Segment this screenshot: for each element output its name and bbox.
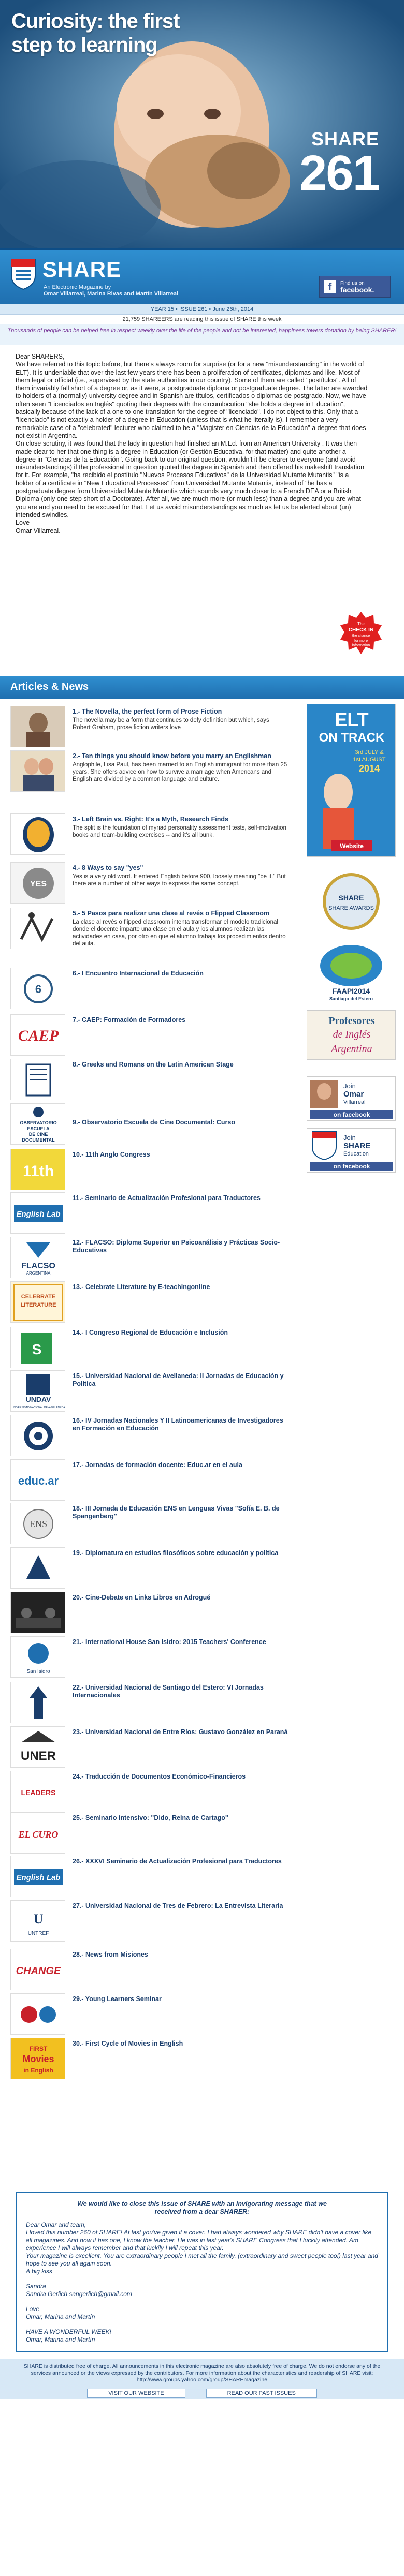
article-title[interactable]: 8.- Greeks and Romans on the Latin American Stage	[73, 1061, 234, 1068]
masthead	[0, 248, 404, 304]
article-title[interactable]: 15.- Universidad Nacional de Avellaneda: II Jornadas de Educación y Política	[73, 1372, 284, 1387]
article-item[interactable]	[10, 1771, 300, 1812]
article-item[interactable]	[10, 1547, 300, 1589]
article-thumbnail	[10, 968, 65, 1009]
tagline-line-2: Omar Villarreal, Marina Rivas and Martín Villarreal	[44, 291, 179, 297]
article-title[interactable]: 24.- Traducción de Documentos Económico-Financieros	[73, 1773, 246, 1780]
facebook-line-1: Find us on	[340, 280, 365, 286]
svg-text:UNIVERSIDAD NACIONAL DE AVELLA: UNIVERSIDAD NACIONAL DE AVELLANEDA	[11, 1406, 65, 1409]
closing-line-9: HAVE A WONDERFUL WEEK!	[26, 2328, 111, 2335]
svg-text:UNDAV: UNDAV	[25, 1395, 51, 1403]
closing-line-5: Sandra	[26, 2283, 46, 2290]
article-item[interactable]	[10, 1812, 300, 1854]
article-title[interactable]: 25.- Seminario intensivo: "Dido, Reina de Cartago"	[73, 1814, 228, 1822]
masthead-brand: SHARE	[42, 257, 122, 282]
article-thumbnail	[10, 1237, 65, 1278]
disclaimer: SHARE is distributed free of charge. All announcements in this electronic magazine are also absolutely free of charge. We do not endorse any of the services announced or the views expressed by the contributors. For more information about the characteristics and readership of SHARE visit: http://www.groups.yahoo.com/group/SHAREmagazine	[0, 2359, 404, 2388]
article-title[interactable]: 23.- Universidad Nacional de Entre Ríos: Gustavo González en Paraná	[73, 1728, 288, 1736]
article-description: The split is the foundation of myriad personality assessment tests, self-motivation books and team-building exercises -- and it's all bunk.	[73, 825, 286, 838]
join-share-graphic	[307, 1129, 396, 1173]
hero-title-line-2: step to learning	[11, 34, 157, 56]
article-thumbnail	[10, 1771, 65, 1812]
facebook-icon: f	[324, 280, 336, 293]
article-title[interactable]: 18.- III Jornada de Educación ENS en Lenguas Vivas "Sofía E. B. de Spangenberg"	[73, 1505, 280, 1520]
article-title[interactable]: 20.- Cine-Debate en Links Libros en Adrogué	[73, 1594, 211, 1601]
facebook-line-2: facebook.	[340, 286, 374, 294]
article-description: Anglophile, Lisa Paul, has been married to an English immigrant for more than 25 years. She offers advice on how to survive a marriage when Americans and English are divided by a common language and culture.	[73, 762, 287, 782]
article-title[interactable]: 28.- News from Misiones	[73, 1951, 148, 1958]
donate-message: Thousands of people can be helped free in respect weekly over the life of the people and not be interested, happiness towers donation by being SHARER!	[0, 324, 404, 345]
closing-line-1: Dear Omar and team,	[26, 2221, 86, 2228]
issue-info-bar: YEAR 15 • ISSUE 261 • June 26th, 2014	[0, 304, 404, 315]
article-title[interactable]: 11.- Seminario de Actualización Profesional para Traductores	[73, 1194, 261, 1202]
article-title[interactable]: 19.- Diplomatura en estudios filosóficos sobre educación y política	[73, 1549, 279, 1557]
svg-text:SHARE: SHARE	[338, 894, 364, 902]
profesores-graphic	[307, 1011, 396, 1060]
hero-issue-number: 261	[299, 145, 379, 201]
article-thumbnail	[10, 1103, 65, 1145]
closing-header	[26, 2200, 378, 2216]
join-omar-line-1: Join	[343, 1082, 356, 1090]
article-thumbnail	[10, 1636, 65, 1678]
article-title[interactable]: 5.- 5 Pasos para realizar una clase al revés o Flipped Classroom	[73, 910, 270, 917]
article-item[interactable]	[10, 1370, 300, 1412]
letter-signature: Omar Villarreal.	[16, 527, 61, 535]
article-item[interactable]	[10, 1327, 300, 1368]
stamp-line-4: for more	[354, 639, 368, 643]
join-omar-facebook[interactable]	[307, 1076, 396, 1121]
editorial-letter	[0, 345, 404, 676]
article-item[interactable]	[10, 1682, 300, 1723]
svg-text:ESCUELA: ESCUELA	[27, 1126, 50, 1131]
join-share-facebook[interactable]	[307, 1128, 396, 1173]
facebook-label	[340, 280, 374, 293]
elt-year: 2014	[358, 763, 380, 774]
awards-label: SHARE AWARDS	[328, 905, 374, 911]
article-thumbnail	[10, 1592, 65, 1633]
letter-greeting: Dear SHARERS,	[16, 353, 65, 360]
article-title[interactable]: 9.- Observatorio Escuela de Cine Documental: Curso	[73, 1119, 235, 1126]
tagline-line-1: An Electronic Magazine by	[44, 284, 111, 290]
article-title[interactable]: 30.- First Cycle of Movies in English	[73, 2040, 183, 2047]
article-item[interactable]	[10, 1415, 300, 1456]
article-title[interactable]: 14.- I Congreso Regional de Educación e Inclusión	[73, 1329, 228, 1336]
article-title[interactable]: 29.- Young Learners Seminar	[73, 1995, 162, 2003]
article-thumbnail	[10, 1682, 65, 1723]
svg-text:UNTREF: UNTREF	[27, 1931, 49, 1936]
hero-issue-badge	[299, 128, 379, 201]
elt-date-1: 3rd JULY &	[355, 749, 384, 756]
join-omar-graphic	[307, 1077, 396, 1121]
past-issues-link[interactable]: READ OUR PAST ISSUES	[206, 2389, 317, 2398]
closing-header-line-2: received from a dear SHARER:	[154, 2208, 250, 2215]
elt-title: ELT	[335, 709, 369, 730]
check-in-stamp-icon[interactable]	[339, 611, 383, 655]
svg-text:FIRST: FIRST	[29, 2045, 48, 2052]
article-title[interactable]: 16.- IV Jornadas Nacionales Y II Latinoamericanas de Investigadores en Formación en Educación	[73, 1417, 283, 1432]
article-thumbnail	[10, 1327, 65, 1368]
share-awards-icon	[307, 869, 396, 934]
join-share-line-3: Education	[343, 1151, 369, 1157]
article-thumbnail	[10, 1812, 65, 1854]
article-item[interactable]	[10, 750, 300, 792]
svg-text:DE CINE: DE CINE	[28, 1132, 48, 1137]
elt-date-2: 1st AUGUST	[353, 757, 386, 763]
article-item[interactable]	[10, 2038, 300, 2079]
article-item[interactable]	[10, 1149, 300, 1190]
article-title[interactable]: 4.- 8 Ways to say "yes"	[73, 864, 143, 871]
elt-subtitle: ON TRACK	[319, 731, 385, 745]
visit-website-link[interactable]: VISIT OUR WEBSITE	[87, 2389, 185, 2398]
svg-text:EL CURO: EL CURO	[18, 1829, 59, 1840]
articles-list	[0, 699, 404, 2186]
article-thumbnail	[10, 1415, 65, 1456]
readers-count: 21,759 SHAREERS are reading this issue of SHARE this week	[0, 315, 404, 324]
article-thumbnail	[10, 1059, 65, 1100]
article-item[interactable]	[10, 968, 300, 1009]
elt-website-button: Website	[340, 842, 364, 850]
svg-text:CHANGE: CHANGE	[16, 1965, 61, 1977]
share-shield-icon	[10, 258, 36, 290]
letter-paragraph-2: On close scrutiny, it was found that the lady in question had finished an M.Ed. from an American University . It was then made clear to her that one thing is a degree in Education (or Gestión Educativa, for that matter) and quite another a degree in "Ciencias de la Educación". Going back to our original question, wouldn't it be clearer to everyone (and avoid misunderstandings) if the professional in question quoted the degree in Spanish and then offered his makeshift translation for it. For example, "ha recibido el postítulo "Nuevos Procesos Educativos" de la Universidad Mutante Mutantis" "is a holder of a certificate in "New Educational Processes" from Universidad Mutante Mutantis, instead of "he has a postgraduate degree from Universidad Mutante Mutantis which sounds very much closer to a French DEA or a British Diploma (only one step short of a Doctorate). After all, we are much more (or much less) than a degree and you are what you are and you need to be excused for that. Let us avoid misunderstandings as much as let us be alerted about (un) intended swindles.	[16, 440, 365, 519]
closing-header-line-1: We would like to close this issue of SHARE with an invigorating message that we	[77, 2200, 327, 2208]
article-item[interactable]	[10, 1900, 300, 1942]
closing-line-7: Love	[26, 2305, 40, 2313]
article-item[interactable]	[10, 1636, 300, 1678]
article-thumbnail	[10, 1547, 65, 1589]
closing-line-8: Omar, Marina and Martín	[26, 2313, 95, 2320]
join-share-line-1: Join	[343, 1134, 356, 1142]
article-item[interactable]	[10, 1856, 300, 1897]
svg-text:LITERATURE: LITERATURE	[20, 1302, 56, 1308]
article-title[interactable]: 27.- Universidad Nacional de Tres de Febrero: La Entrevista Literaria	[73, 1902, 283, 1909]
svg-text:U: U	[33, 1912, 44, 1927]
svg-text:OBSERVATORIO: OBSERVATORIO	[20, 1120, 57, 1126]
article-title[interactable]: 21.- International House San Isidro: 2015 Teachers' Conference	[73, 1638, 266, 1646]
article-thumbnail	[10, 750, 65, 792]
join-share-line-2: SHARE	[343, 1142, 371, 1150]
svg-text:S: S	[32, 1341, 42, 1357]
article-item[interactable]	[10, 1014, 300, 1056]
closing-line-3: Your magazine is excellent. You are extraordinary people I met all the family. (extraordinary and sweet people too!) last year and hope to see you all again soon.	[26, 2252, 378, 2267]
svg-text:LEADERS: LEADERS	[21, 1788, 56, 1797]
elt-on-track-ad[interactable]	[307, 704, 396, 857]
hero-banner	[0, 0, 404, 248]
article-title[interactable]: 26.- XXXVI Seminario de Actualización Profesional para Traductores	[73, 1858, 282, 1865]
faapi-title: FAAPI2014	[332, 987, 370, 995]
letter-paragraph-1: We have referred to this topic before, but there's always room for surprise (or for a new "misunderstanding" in the world of ELT). It is undeniable that over the last few years there has been a proliferation of certificates, diplomas and like. Most of them legal or official (i.e., supervised by the state authorities in our country). Some of them are called "postítulos". All of them invariably fall short of a degree or, as it were, a postgraduate diploma or postgraduate degree. The latter are awarded to holders of a (normally) university degree and in Spanish are títulos, certificados o diplomas de postgrado. Now, we have often seen "Licenciados en Inglés" quoting their degrees with the circumlocution "she holds a degree in Education", basically because of the lack of a one-to-one translation for the degree of "licenciado". I do not object to this. Only that a "licenciado" is not exactly a holder of a degree in Education (unless that is what he literally is). I remember a very remarkable case of a "celebrated" lecturer who claimed to be a "Magister en Ciencias de la Educación" a degree that does not exist in Argentina.	[16, 361, 368, 439]
profesores-de-ingles-ad[interactable]	[307, 1010, 396, 1060]
article-item[interactable]	[10, 1592, 300, 1633]
article-title[interactable]: 12.- FLACSO: Diploma Superior en Psicoanálisis y Prácticas Socio-Educativas	[73, 1239, 280, 1254]
svg-text:English Lab: English Lab	[16, 1210, 61, 1219]
join-omar-line-2: Omar	[343, 1090, 364, 1099]
prof-line-2: de Inglés	[333, 1029, 371, 1040]
article-item[interactable]	[10, 1949, 300, 1990]
article-title[interactable]: 17.- Jornadas de formación docente: Educ.ar en el aula	[73, 1461, 242, 1469]
article-title[interactable]: 2.- Ten things you should know before you marry an Englishman	[73, 752, 271, 760]
article-thumbnail	[10, 813, 65, 855]
faapi-badge[interactable]	[307, 940, 396, 1002]
article-thumbnail	[10, 706, 65, 747]
stamp-line-2: CHECK IN	[348, 627, 374, 633]
article-thumbnail	[10, 862, 65, 904]
article-thumbnail	[10, 1856, 65, 1897]
article-thumbnail	[10, 1281, 65, 1323]
article-description: Yes is a very old word. It entered English before 900, loosely meaning "be it." But there are a number of other ways to express the same concept.	[73, 874, 286, 887]
svg-text:Movies: Movies	[22, 2054, 54, 2064]
article-thumbnail	[10, 1370, 65, 1412]
svg-text:educ.ar: educ.ar	[18, 1474, 59, 1487]
closing-line-10: Omar, Marina and Martín	[26, 2336, 95, 2343]
svg-text:CELEBRATE: CELEBRATE	[21, 1294, 56, 1300]
hero-title	[11, 9, 179, 57]
share-awards-badge[interactable]	[307, 869, 396, 934]
join-share-fb: on facebook	[333, 1163, 370, 1170]
stamp-line-3: the chance	[352, 634, 370, 638]
stamp-line-5: information	[352, 644, 370, 647]
svg-text:11th: 11th	[22, 1163, 54, 1180]
svg-text:in English: in English	[23, 2067, 53, 2074]
article-item[interactable]	[10, 1103, 300, 1145]
prof-line-3: Argentina	[331, 1043, 372, 1055]
hero-brand: SHARE	[311, 128, 379, 150]
article-item[interactable]	[10, 1993, 300, 2035]
article-item[interactable]	[10, 908, 300, 949]
footer-links	[0, 2388, 404, 2399]
article-thumbnail	[10, 1900, 65, 1942]
article-thumbnail	[10, 908, 65, 949]
svg-text:UNER: UNER	[20, 1749, 56, 1763]
article-item[interactable]	[10, 1059, 300, 1100]
article-item[interactable]	[10, 862, 300, 904]
article-title[interactable]: 10.- 11th Anglo Congress	[73, 1151, 150, 1158]
faapi-subtitle: Santiago del Estero	[329, 996, 373, 1001]
masthead-tagline	[44, 284, 178, 298]
facebook-find-us-button[interactable]	[319, 276, 391, 298]
article-item[interactable]	[10, 706, 300, 747]
svg-text:FLACSO: FLACSO	[21, 1262, 55, 1270]
article-item[interactable]	[10, 1192, 300, 1234]
svg-text:6: 6	[35, 983, 42, 996]
article-thumbnail	[10, 1192, 65, 1234]
svg-text:YES: YES	[30, 880, 47, 889]
article-thumbnail	[10, 1014, 65, 1056]
join-omar-line-3: Villarreal	[343, 1099, 366, 1105]
article-title[interactable]: 13.- Celebrate Literature by E-teachingonline	[73, 1283, 210, 1291]
article-item[interactable]	[10, 1726, 300, 1768]
article-thumbnail	[10, 1726, 65, 1768]
article-title[interactable]: 1.- The Novella, the perfect form of Prose Fiction	[73, 708, 222, 715]
closing-line-4: A big kiss	[26, 2268, 52, 2275]
svg-text:CAEP: CAEP	[18, 1027, 59, 1044]
article-description: La clase al revés o flipped classroom intenta transformar el modelo tradicional donde el docente imparte una clase en el aula y los alumnos realizan las actividades en casa, por otro en que el alumno trabaja los procedimientos dentro del aula.	[73, 919, 286, 947]
article-title[interactable]: 7.- CAEP: Formación de Formadores	[73, 1016, 186, 1024]
article-item[interactable]	[10, 1503, 300, 1544]
article-thumbnail	[10, 1459, 65, 1501]
article-title[interactable]: 22.- Universidad Nacional de Santiago del Estero: VI Jornadas Internacionales	[73, 1684, 264, 1699]
article-description: The novella may be a form that continues to defy definition but which, says Robert Graham, prose fiction writers love	[73, 717, 269, 731]
article-thumbnail	[10, 1949, 65, 1990]
article-thumbnail	[10, 1149, 65, 1190]
article-item[interactable]	[10, 1237, 300, 1278]
svg-text:San Isidro: San Isidro	[26, 1669, 50, 1675]
closing-message	[0, 2186, 404, 2359]
join-omar-fb: on facebook	[333, 1111, 370, 1118]
article-thumbnail	[10, 1503, 65, 1544]
svg-text:DOCUMENTAL: DOCUMENTAL	[22, 1137, 55, 1143]
stamp-line-1: The	[357, 621, 365, 626]
article-item[interactable]	[10, 1459, 300, 1501]
svg-text:English Lab: English Lab	[16, 1873, 61, 1882]
svg-text:ENS: ENS	[29, 1519, 48, 1529]
article-thumbnail	[10, 1993, 65, 2035]
section-title-articles: Articles & News	[0, 676, 404, 699]
article-title[interactable]: 3.- Left Brain vs. Right: It's a Myth, Research Finds	[73, 816, 228, 823]
svg-text:ARGENTINA: ARGENTINA	[26, 1271, 51, 1276]
elt-on-track-graphic	[307, 704, 396, 857]
prof-line-1: Profesores	[328, 1015, 375, 1027]
article-item[interactable]	[10, 813, 300, 855]
article-title[interactable]: 6.- I Encuentro Internacional de Educación	[73, 970, 204, 977]
closing-line-6: Sandra Gerlich sangerlich@gmail.com	[26, 2290, 132, 2298]
faapi-icon	[307, 940, 396, 1002]
article-item[interactable]	[10, 1281, 300, 1323]
hero-title-line-1: Curiosity: the first	[11, 10, 180, 33]
letter-sign-love: Love	[16, 519, 30, 527]
closing-line-2: I loved this number 260 of SHARE! At last you've given it a cover. I had always wondered why SHARE didn't have a cover like all magazines. And now it has one, I know the teacher. He was in last year's SHARE Congress that I luckily attended. Am experience I will always remember and that luckily I will repeat this year.	[26, 2229, 372, 2252]
article-thumbnail	[10, 2038, 65, 2079]
